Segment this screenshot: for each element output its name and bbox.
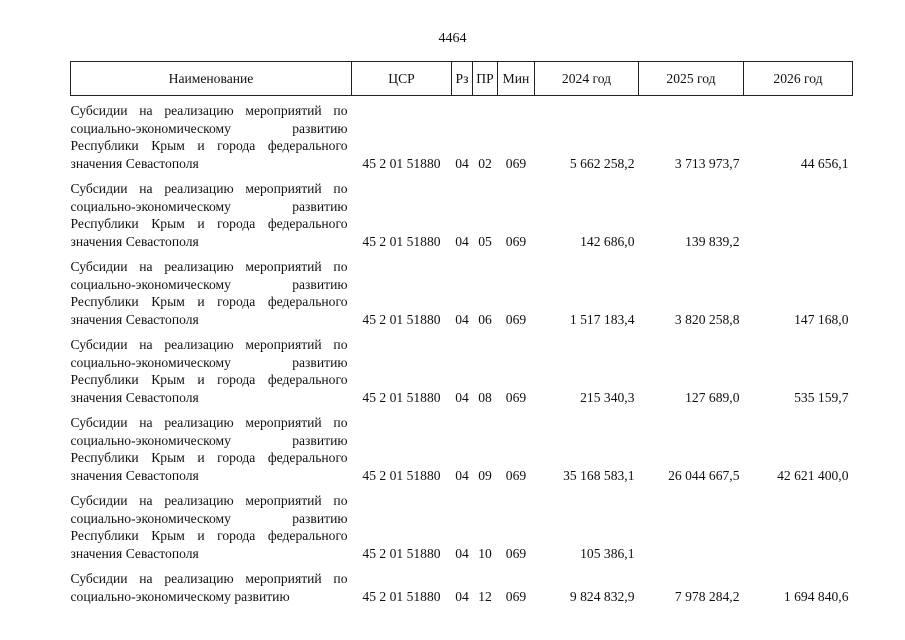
row-2024: 1 517 183,4 xyxy=(569,311,635,327)
row-min: 069 xyxy=(505,467,527,483)
row-2024: 9 824 832,9 xyxy=(569,588,635,604)
row-2025: 26 044 667,5 xyxy=(668,467,740,483)
header-pr: ПР xyxy=(473,62,498,96)
row-min: 069 xyxy=(505,311,527,327)
row-rz: 04 xyxy=(455,155,469,171)
row-2025: 3 713 973,7 xyxy=(674,155,740,171)
page-number: 4464 xyxy=(438,31,467,46)
row-csr: 45 2 01 51880 xyxy=(362,233,441,249)
row-pr: 05 xyxy=(478,233,492,249)
row-2024: 105 386,1 xyxy=(580,545,635,561)
row-rz: 04 xyxy=(455,389,469,405)
row-pr: 02 xyxy=(478,155,492,171)
row-csr: 45 2 01 51880 xyxy=(362,467,441,483)
row-csr: 45 2 01 51880 xyxy=(362,545,441,561)
row-pr: 10 xyxy=(478,545,492,561)
row-2025: 127 689,0 xyxy=(685,389,740,405)
row-min: 069 xyxy=(505,389,527,405)
row-name: Субсидии на реализацию мероприятий по социально-экономическому развитию xyxy=(70,571,348,604)
header-name: Наименование xyxy=(71,62,352,96)
row-2026: 44 656,1 xyxy=(800,155,849,171)
table-row xyxy=(71,563,853,606)
row-rz: 04 xyxy=(455,233,469,249)
row-2026 xyxy=(744,485,853,563)
row-rz: 04 xyxy=(455,467,469,483)
table-row xyxy=(71,485,853,563)
row-2024: 35 168 583,1 xyxy=(563,467,635,483)
table-row xyxy=(71,407,853,485)
table-row xyxy=(71,329,853,407)
row-rz: 04 xyxy=(455,545,469,561)
row-2025: 3 820 258,8 xyxy=(674,311,740,327)
header-csr: ЦСР xyxy=(352,62,452,96)
row-csr: 45 2 01 51880 xyxy=(362,311,441,327)
row-2026: 535 159,7 xyxy=(794,389,849,405)
header-2026: 2026 год xyxy=(744,62,853,96)
header-2024: 2024 год xyxy=(535,62,639,96)
header-2025: 2025 год xyxy=(639,62,744,96)
header-row xyxy=(71,62,853,96)
row-2026: 42 621 400,0 xyxy=(777,467,849,483)
row-csr: 45 2 01 51880 xyxy=(362,588,441,604)
row-pr: 12 xyxy=(478,588,492,604)
row-2025: 7 978 284,2 xyxy=(674,588,740,604)
row-2026: 1 694 840,6 xyxy=(783,588,849,604)
row-name: Субсидии на реализацию мероприятий по социально-экономическому развитию Республики Крым и города федерального значения Севастополя xyxy=(70,337,348,405)
budget-table xyxy=(70,61,853,606)
row-pr: 06 xyxy=(478,311,492,327)
row-min: 069 xyxy=(505,588,527,604)
row-2025 xyxy=(639,485,744,563)
table-row xyxy=(71,173,853,251)
row-rz: 04 xyxy=(455,588,469,604)
row-2026 xyxy=(744,173,853,251)
row-name: Субсидии на реализацию мероприятий по социально-экономическому развитию Республики Крым и города федерального значения Севастополя xyxy=(70,103,348,171)
row-min: 069 xyxy=(505,155,527,171)
row-name: Субсидии на реализацию мероприятий по социально-экономическому развитию Республики Крым и города федерального значения Севастополя xyxy=(70,415,348,483)
row-pr: 08 xyxy=(478,389,492,405)
row-name: Субсидии на реализацию мероприятий по социально-экономическому развитию Республики Крым и города федерального значения Севастополя xyxy=(70,259,348,327)
row-2024: 142 686,0 xyxy=(580,233,635,249)
row-name: Субсидии на реализацию мероприятий по социально-экономическому развитию Республики Крым и города федерального значения Севастополя xyxy=(70,493,348,561)
row-2026: 147 168,0 xyxy=(794,311,849,327)
row-2024: 215 340,3 xyxy=(580,389,635,405)
row-pr: 09 xyxy=(478,467,492,483)
row-min: 069 xyxy=(505,545,527,561)
header-min: Мин xyxy=(498,62,535,96)
row-name: Субсидии на реализацию мероприятий по социально-экономическому развитию Республики Крым и города федерального значения Севастополя xyxy=(70,181,348,249)
row-2025: 139 839,2 xyxy=(685,233,740,249)
header-rz: Рз xyxy=(452,62,473,96)
table-row xyxy=(71,96,853,174)
row-min: 069 xyxy=(505,233,527,249)
row-csr: 45 2 01 51880 xyxy=(362,155,441,171)
row-csr: 45 2 01 51880 xyxy=(362,389,441,405)
row-rz: 04 xyxy=(455,311,469,327)
table-row xyxy=(71,251,853,329)
row-2024: 5 662 258,2 xyxy=(569,155,635,171)
